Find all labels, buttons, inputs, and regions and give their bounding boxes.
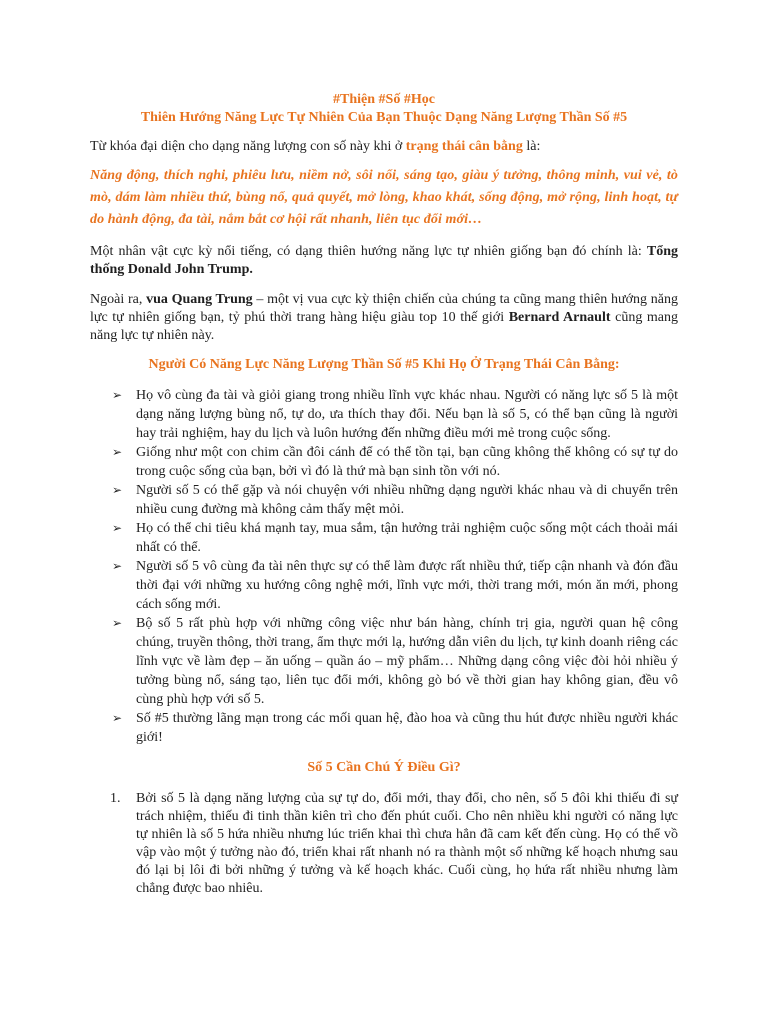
others-billionaire: Bernard Arnault bbox=[508, 310, 611, 325]
intro-highlight: trạng thái cân bằng bbox=[405, 139, 523, 154]
arrow-bullet-icon: ➢ bbox=[112, 521, 123, 535]
list-item-text: Giống như một con chim cần đôi cánh để có thể tồn tại, bạn cũng không thể không có sự tự do trong cuộc sống của bạn, bởi vì đó là thứ mà bạn sinh tồn với nó. bbox=[136, 445, 678, 479]
list-item-text: Người số 5 có thể gặp và nói chuyện với nhiều những dạng người khác nhau và di chuyển trên nhiều cung đường mà không cảm thấy mệt mỏi. bbox=[136, 483, 678, 517]
arrow-bullet-icon: ➢ bbox=[112, 445, 123, 459]
list-item bbox=[90, 386, 678, 443]
document-page bbox=[90, 92, 678, 898]
others-paragraph bbox=[90, 291, 678, 345]
famous-name: Tổng thống Donald John Trump. bbox=[90, 244, 678, 277]
others-prefix: Ngoài ra, bbox=[90, 292, 147, 307]
arrow-bullet-icon: ➢ bbox=[112, 711, 123, 725]
list-item bbox=[90, 614, 678, 709]
list-item-text: Họ có thể chi tiêu khá mạnh tay, mua sắm, tận hưởng trải nghiệm cuộc sống một cách thoải mái nhất có thể. bbox=[136, 521, 678, 555]
list-item bbox=[90, 519, 678, 557]
keywords-paragraph: Năng động, thích nghi, phiêu lưu, niềm nở, sôi nổi, sáng tạo, giàu ý tưởng, thông minh, vui vẻ, tò mò, dám làm nhiều thứ, bùng nổ, quả quyết, mở lòng, khao khát, sống động, mở rộng, linh hoạt, tự do hành động, đa tài, nắm bắt cơ hội rất nhanh, liên tục đổi mới… bbox=[90, 168, 678, 227]
hashtags-line: #Thiện #Số #Học bbox=[333, 92, 435, 107]
list-item-text: Bộ số 5 rất phù hợp với những công việc như bán hàng, chính trị gia, người quan hệ công chúng, truyền thông, thời trang, ẩm thực mới lạ, hướng dẫn viên du lịch, tự kinh doanh riêng các lĩnh vực về làm đẹp – ăn uống – quần áo – mỹ phẩm… Những dạng công việc đòi hỏi nhiều ý tưởng bùng nổ, sáng tạo, liên tục đổi mới, không gò bó về thời gian hay không gian, đều vô cùng phù hợp với số 5. bbox=[136, 616, 678, 707]
list-item bbox=[90, 790, 678, 898]
list-item-text: Người số 5 vô cùng đa tài nên thực sự có thể làm được rất nhiều thứ, tiếp cận nhanh và đón đầu thời đại với những xu hướng công nghệ mới, lĩnh vực mới, thời trang mới, món ăn mới, phong cách sống mới. bbox=[136, 559, 678, 612]
intro-paragraph bbox=[90, 138, 678, 156]
intro-suffix: là: bbox=[522, 139, 541, 154]
arrow-bullet-icon: ➢ bbox=[112, 388, 123, 402]
arrow-bullet-icon: ➢ bbox=[112, 616, 123, 630]
list-item-text: Họ vô cùng đa tài và giỏi giang trong nhiều lĩnh vực khác nhau. Người có năng lực số 5 là một dạng năng lượng bùng nổ, tự do, ưa thích thay đổi. Nếu bạn là số 5, có thể bạn cũng là người hay trải nghiệm, hay du lịch và luôn hướng đến những điều mới mẻ trong cuộc sống. bbox=[136, 388, 678, 441]
famous-paragraph bbox=[90, 243, 678, 279]
arrow-bullet-icon: ➢ bbox=[112, 483, 123, 497]
list-item-text: Số #5 thường lãng mạn trong các mối quan hệ, đào hoa và cũng thu hút được nhiều người khác giới! bbox=[136, 711, 678, 745]
balanced-traits-list bbox=[90, 386, 678, 747]
others-king: vua Quang Trung bbox=[146, 292, 253, 307]
list-item-number: 1. bbox=[110, 791, 121, 806]
list-item bbox=[90, 443, 678, 481]
list-item bbox=[90, 481, 678, 519]
cautions-list bbox=[90, 790, 678, 898]
section-heading-balanced: Người Có Năng Lực Năng Lượng Thần Số #5 Khi Họ Ở Trạng Thái Cân Bằng: bbox=[148, 357, 620, 372]
others-suffix: cũng mang năng lực tự nhiên này. bbox=[90, 310, 679, 343]
page-title: Thiên Hướng Năng Lực Tự Nhiên Của Bạn Thuộc Dạng Năng Lượng Thần Số #5 bbox=[140, 110, 628, 125]
section-heading-cautions: Số 5 Cần Chú Ý Điều Gì? bbox=[307, 760, 461, 775]
famous-text: Một nhân vật cực kỳ nổi tiếng, có dạng thiên hướng năng lực tự nhiên giống bạn đó chính là: bbox=[90, 244, 647, 259]
list-item bbox=[90, 557, 678, 614]
arrow-bullet-icon: ➢ bbox=[112, 559, 123, 573]
intro-prefix: Từ khóa đại diện cho dạng năng lượng con số này khi ở bbox=[90, 139, 406, 154]
others-middle: – một vị vua cực kỳ thiện chiến của chúng ta cũng mang thiên hướng năng lực tự nhiên giống bạn, tỷ phú thời trang hàng hiệu giàu top 10 thế giới bbox=[90, 292, 678, 325]
list-item bbox=[90, 709, 678, 747]
list-item-text: Bởi số 5 là dạng năng lượng của sự tự do, đổi mới, thay đổi, cho nên, số 5 đôi khi thiếu đi sự trách nhiệm, thiếu đi tinh thần kiên trì cho đến phút cuối. Cho nên nhiều khi người có năng lực tự nhiên là số 5 hứa nhiều nhưng lúc triển khai thì chưa hẳn đã cam kết đến cùng. Họ có thể vồ vập vào một ý tưởng nào đó, triển khai rất nhanh nó ra thành một số những kế hoạch nhưng sau đó lại bị lôi đi bởi những ý tưởng và kế hoạch khác. Cuối cùng, họ hứa rất nhiều nhưng làm chẳng được bao nhiêu. bbox=[136, 791, 678, 896]
